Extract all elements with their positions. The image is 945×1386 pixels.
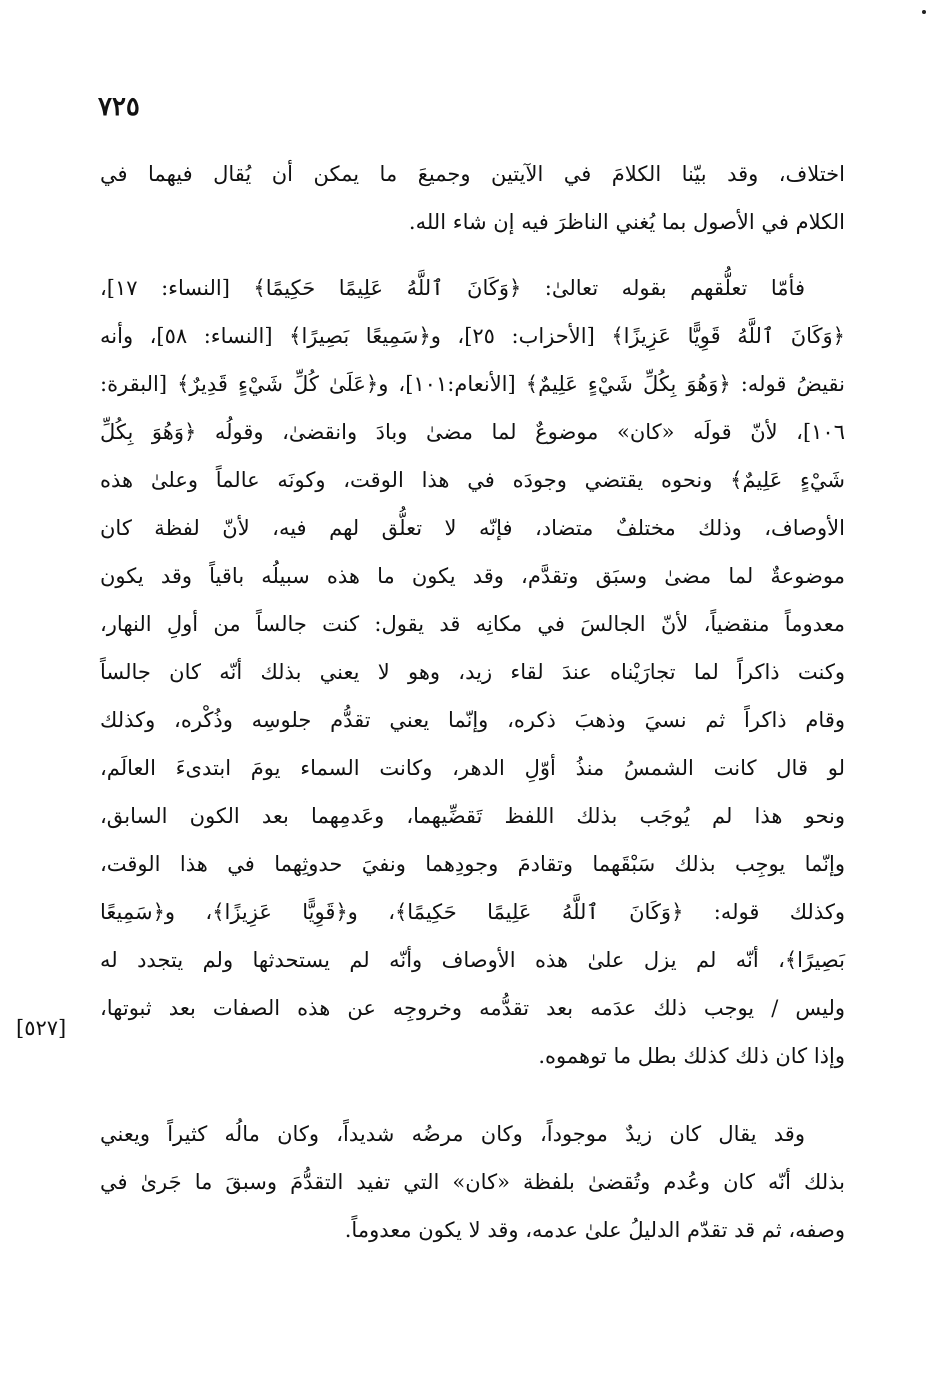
text-line: معدوماً منقضياً، لأنّ الجالسَ في مكانِه قد يقول: كنت جالساً من أولِ النهار، (100, 612, 845, 636)
scan-dot (922, 10, 926, 14)
text-line: بَصِيرًا﴾، أنّه لم يزل علىٰ هذه الأوصاف وأنّه لم يستحدثها ولم يتجدد له (100, 948, 845, 972)
text-line: وكنت ذاكراً لما تجارَيْناه عندَ لقاء زيد، وهو لا يعني بذلك أنّه كان جالساً (100, 660, 845, 684)
text-line: وإذا كان ذلك كذلك بطل ما توهموه. (538, 1044, 845, 1068)
paragraph-2 (100, 264, 845, 1080)
text-line: شَيْءٍ عَلِيمٌ﴾ ونحوه يقتضي وجودَه في هذا الوقت، وكونَه عالماً وعلىٰ هذه (100, 468, 845, 492)
text-line: وليس / يوجب ذلك عدَمه بعد تقدُّمه وخروجِه عن هذه الصفات بعد ثبوتها، (100, 996, 845, 1020)
text-line: فأمّا تعلُّقهم بقوله تعالىٰ: ﴿وَكَانَ ٱللَّهُ عَلِيمًا حَكِيمًا﴾ [النساء: ١٧]، (100, 276, 805, 300)
text-line: لو قال كانت الشمسُ منذُ أوّلِ الدهر، وكانت السماء يومَ ابتدىءَ العالَم، (100, 756, 845, 780)
text-line: ﴿وَكَانَ ٱللَّهُ قَوِيًّا عَزِيزًا﴾ [الأحزاب: ٢٥]، و﴿سَمِيعًا بَصِيرًا﴾ [النساء: ٥٨]، وأنه (100, 324, 845, 348)
text-line: موضوعةٌ لما مضىٰ وسبَق وتقدَّم، وقد يكون ما هذه سبيلُه باقياً وقد يكون (100, 564, 845, 588)
text-line: وإنّما يوجِب بذلك سَبْقَهما وتقادمَ وجودِهما ونفيَ حدوثِهما في هذا الوقت، (100, 852, 845, 876)
paragraph-1 (100, 150, 845, 246)
manuscript-folio-reference: [٥٢٧] (16, 1016, 67, 1040)
text-line: الأوصاف، وذلك مختلفٌ متضاد، فإنّه لا تعلُّق لهم فيه، لأنّ لفظة كان (100, 516, 845, 540)
text-line: ونحو هذا لم يُوجَب بذلك اللفظ تَقضِّيهما، وعَدمِهما بعد الكون السابق، (100, 804, 845, 828)
text-line: الكلام في الأصول بما يُغني الناظرَ فيه إن شاء الله. (408, 210, 845, 234)
text-line: وقد يقال كان زيدٌ موجوداً، وكان مرضُه شديداً، وكان مالُه كثيراً ويعني (100, 1122, 805, 1146)
text-line: وصفه، ثم قد تقدّم الدليلُ علىٰ عدمه، وقد لا يكون معدوماً. (344, 1218, 845, 1242)
text-line: نقيضُ قوله: ﴿وَهُوَ بِكُلِّ شَيْءٍ عَلِيمٌ﴾ [الأنعام:١٠١]، و﴿عَلَىٰ كُلِّ شَيْءٍ قَدِيرٌ﴾ [البقرة: (100, 372, 845, 396)
text-line: ١٠٦]، لأنّ قولَه «كان» موضوعٌ لما مضىٰ وبادَ وانقضىٰ، وقولُه ﴿وَهُوَ بِكُلِّ (100, 420, 845, 444)
paragraph-3 (100, 1110, 845, 1254)
page-number: ٧٢٥ (98, 92, 140, 122)
text-line: اختلاف، وقد بيّنا الكلامَ في الآيتين وجميعَ ما يمكن أن يُقال فيهما في (100, 162, 845, 186)
text-line: وقام ذاكراً ثم نسيَ وذهبَ ذكره، وإنّما يعني تقدُّم جلوسِه وذُكْره، وكذلك (100, 708, 845, 732)
text-line: بذلك أنّه كان وعُدم وتُقضىٰ بلفظة «كان» التي تفيد التقدُّمَ وسبقَ ما جَرىٰ في (100, 1170, 845, 1194)
text-line: وكذلك قوله: ﴿وَكَانَ ٱللَّهُ عَلِيمًا حَكِيمًا﴾، و﴿قَوِيًّا عَزِيزًا﴾، و﴿سَمِيعًا (100, 900, 845, 924)
